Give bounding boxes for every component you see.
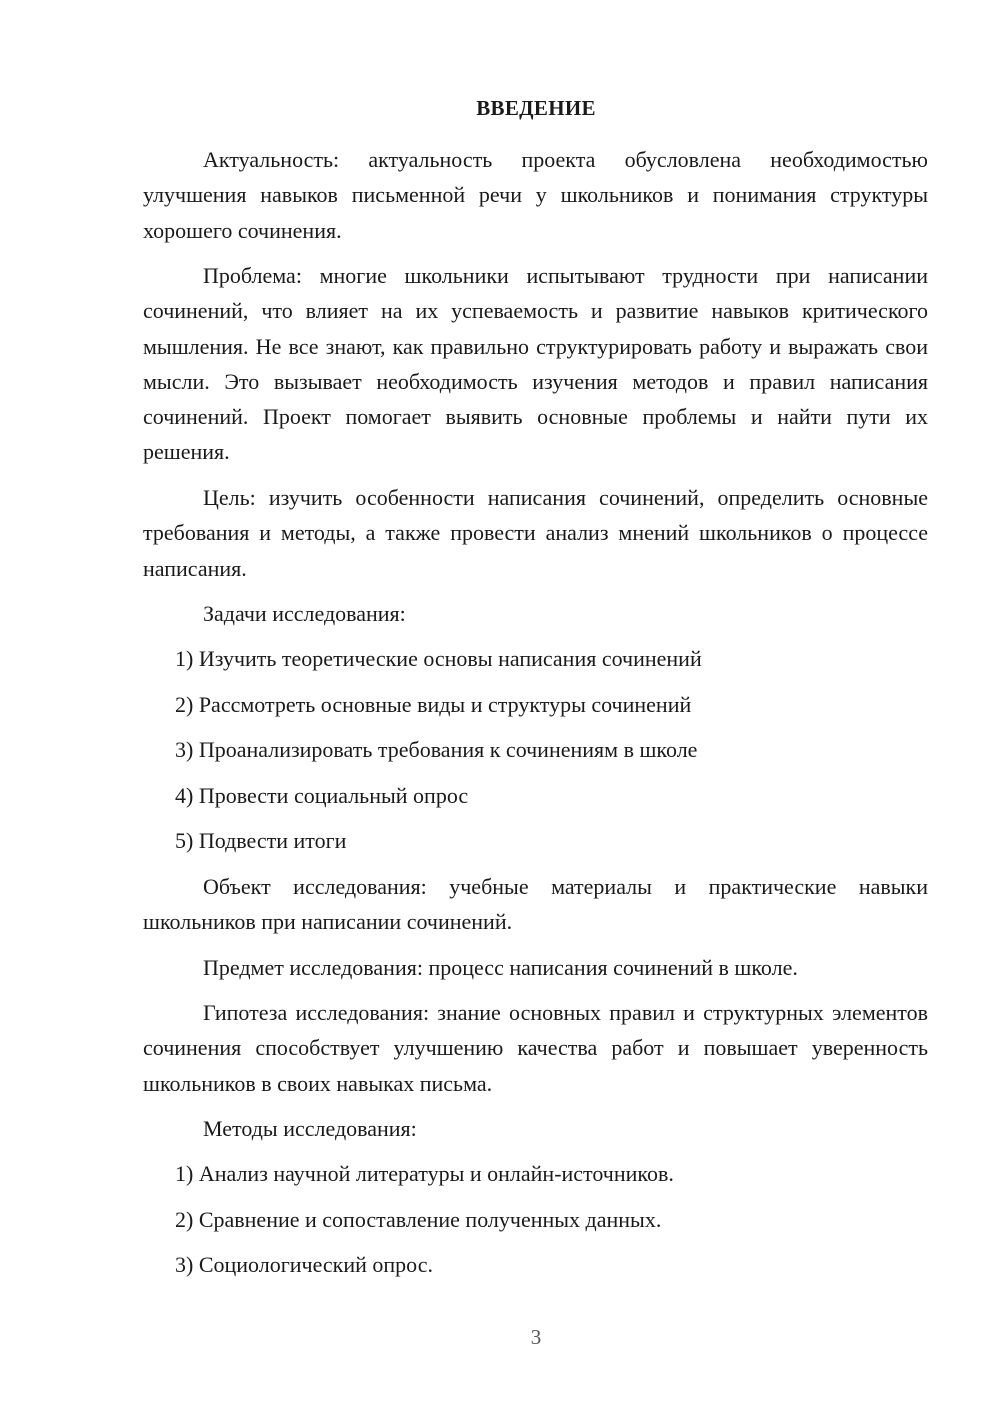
page-title: ВВЕДЕНИЕ — [476, 96, 596, 120]
method-item-1: 1) Анализ научной литературы и онлайн-источников. — [175, 1161, 674, 1186]
paragraph-relevance: Актуальность: актуальность проекта обусловлена необходимостью улучшения навыков письменной речи у школьников и понимания структуры хорошего сочинения. — [143, 147, 928, 243]
tasks-heading: Задачи исследования: — [203, 601, 406, 626]
task-item-1: 1) Изучить теоретические основы написания сочинений — [175, 646, 702, 671]
methods-heading: Методы исследования: — [203, 1116, 417, 1141]
task-item-4: 4) Провести социальный опрос — [175, 783, 469, 808]
paragraph-problem: Проблема: многие школьники испытывают трудности при написании сочинений, что влияет на их успеваемость и развитие навыков критического мышления. Не все знают, как правильно структурировать работу и выражать свои мысли. Это вызывает необходимость изучения методов и правил написания сочинений. Проект помогает выявить основные проблемы и найти пути их решения. — [143, 263, 928, 465]
paragraph-goal: Цель: изучить особенности написания сочинений, определить основные требования и методы, а также провести анализ мнений школьников о процессе написания. — [143, 485, 928, 581]
paragraph-subject: Предмет исследования: процесс написания сочинений в школе. — [203, 955, 798, 980]
task-item-2: 2) Рассмотреть основные виды и структуры сочинений — [175, 692, 692, 717]
paragraph-object: Объект исследования: учебные материалы и практические навыки школьников при написании сочинений. — [143, 874, 928, 935]
task-item-5: 5) Подвести итоги — [175, 828, 347, 853]
paragraph-hypothesis: Гипотеза исследования: знание основных правил и структурных элементов сочинения способствует улучшению качества работ и повышает уверенность школьников в своих навыках письма. — [143, 1000, 928, 1096]
page-number: 3 — [530, 1325, 542, 1349]
task-item-3: 3) Проанализировать требования к сочинениям в школе — [175, 737, 698, 762]
method-item-2: 2) Сравнение и сопоставление полученных данных. — [175, 1207, 662, 1232]
method-item-3: 3) Социологический опрос. — [175, 1252, 433, 1277]
